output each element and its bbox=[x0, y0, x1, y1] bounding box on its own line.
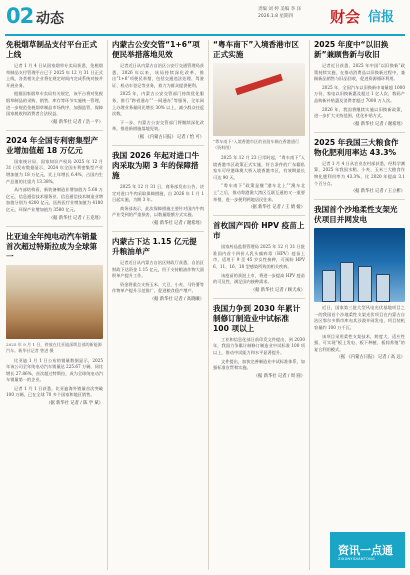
article-body: 2026 年，我国将继续实施以旧换新政策，进一步扩大支持范围，优化补贴方式。 bbox=[314, 106, 405, 119]
article-separator bbox=[112, 231, 204, 232]
headline: 我国力争到 2030 年累计制修订制造业中试标准 100 项以上 bbox=[213, 303, 301, 333]
column-1 bbox=[6, 40, 103, 570]
info-box-title: 资讯一点通 bbox=[338, 544, 393, 557]
byline: （据 新华社 记者 / 高晓曦） bbox=[149, 296, 204, 302]
article-body: 2025 年 12 月 23 日零时起，“粤车南下”入境香港市区政策正式实施，符合条件的广东籍私家车可经港珠澳大桥入境香港市区，有效期最长可达 90 天。 bbox=[213, 155, 305, 180]
photo-caption: “粤车南下”入境香港市区的首批车辆在香港通行（资料图） bbox=[213, 139, 300, 150]
column-4 bbox=[314, 40, 405, 528]
headline: 免税烟草制品支付平台正式上线 bbox=[6, 40, 98, 59]
article-separator bbox=[213, 215, 305, 216]
headline: 内蒙古公安交管“1+6”项便民举措落地见效 bbox=[112, 40, 200, 59]
masthead-logo-secondary: 信报 bbox=[368, 10, 395, 25]
article-body: 国家统计局、国家知识产权局 2025 年 12 月 31 日发布数据显示，2024 年全国专利密集型产业增加值为 18 万亿元，比上年增长 6.4%，占国内生产总值的比重为 13.38%。 bbox=[6, 158, 103, 184]
article-body: 近日，国家第三批大型风电光伏基地项目之一的我国首个沙地柔性支架光伏项目在内蒙古自治区鄂尔多斯市库布其沙漠并网发电，项目装机容量约 100 万千瓦。 bbox=[314, 305, 405, 330]
byline: （据 新华社 记者 / 浩一平） bbox=[48, 119, 103, 125]
article-separator bbox=[213, 298, 305, 299]
byline: （据 新华社 记者 / 谢希瑶） bbox=[149, 220, 204, 226]
header-rule bbox=[5, 34, 405, 36]
header-meta bbox=[258, 6, 328, 20]
article-body: 资金将重点支持玉米、大豆、小麦、马铃薯等作物单产提升示范推广，促进粮食稳产增产。 bbox=[112, 281, 204, 294]
article-body: 根据国家烟草专卖局有关规定，该平台将对免税烟草制品的采购、销售、库存等环节实施统一管理，进一步规范免税烟草制品市场秩序，加强监管，保障国家税收和消费者合法权益。 bbox=[6, 91, 103, 117]
byline: （据 新华社 记者 / 王立彬） bbox=[350, 189, 405, 195]
column-divider bbox=[309, 40, 310, 570]
column-3 bbox=[213, 40, 305, 570]
byline: （据 《内蒙古日报》 记者 / 高 远） bbox=[336, 355, 405, 361]
headline: 2025 年度中“以旧换新”兼顾售新与收旧 bbox=[314, 40, 389, 59]
masthead-logo: 财会 bbox=[330, 8, 361, 26]
header-meta-line: 责编 刘 婷 美编 李 泽 bbox=[258, 7, 302, 12]
article-body: 记者 1 月 1 日获悉，比亚迪海外销量首次突破 100 万辆，已在全球 70 多个国家和地区销售。 bbox=[6, 385, 103, 398]
news-photo bbox=[213, 63, 305, 136]
article-body: 2025 年，内蒙古公安交管部门持续优化服务，推行“跨省通办”“一网通办”等服务，全年网上办理业务量同比增长 30% 以上，减少群众往返次数。 bbox=[112, 91, 204, 117]
photo-banner-shape bbox=[235, 74, 283, 95]
article-body: 比亚迪 1 月 1 日公布的销量数据显示，2025 年该公司全年纯电动汽车销量达 225.67 万辆，同比增长 27.86%，首次超过特斯拉，成为全球纯电动汽车销量第一的企业。 bbox=[6, 357, 103, 383]
page-header bbox=[0, 0, 410, 34]
page-number: 02 bbox=[6, 4, 34, 28]
news-photo bbox=[6, 265, 103, 339]
column-2 bbox=[112, 40, 204, 570]
article-body: 记者 1 月 4 日从国家烟草专卖局获悉，免税烟草制品支付管理平台已于 2025 年 12 月 31 日正式上线，各类相关企业将在规定时间内完成系统对接并开展业务。 bbox=[6, 63, 103, 88]
byline: （据 新华社 记者 / 陈 学 斌） bbox=[46, 401, 103, 407]
headline: 内蒙古下达 1.15 亿元提升粮油单产 bbox=[112, 236, 197, 256]
photo-structure-shape bbox=[358, 266, 372, 302]
article-body: “粤车南下”政策是继“港车北上”“澳车北上”之后，推动粤港澳大湾区互联互通的又一重要举措，进一步便利两地居民往来。 bbox=[213, 183, 305, 202]
photo-structure-shape bbox=[376, 274, 390, 302]
column-divider bbox=[107, 40, 108, 570]
news-photo bbox=[314, 228, 405, 302]
headline: 我国 2026 年起对进口牛肉采取为期 3 年的保障措施 bbox=[112, 150, 200, 180]
article-separator bbox=[6, 226, 103, 227]
article-separator bbox=[314, 132, 405, 133]
photo-caption: 2025 年 9 月 1 日，停放在比亚迪深圳总部的新能源汽车。新华社记者 曾进 摄 bbox=[6, 341, 102, 353]
byline: （据 新华社 记者 / 王 婧 媛） bbox=[248, 205, 305, 211]
article-body: 该项目采用柔性支架技术，跨度大、适应性强，可实现“板上发电、板下种植、板间养殖”的复合利用模式。 bbox=[314, 333, 405, 352]
column-divider bbox=[208, 40, 209, 570]
article-body: 该疫苗的获批上市，将进一步提高 HPV 疫苗的可及性，满足国内接种需求。 bbox=[213, 272, 305, 285]
byline: （据 新华社 记者 / 顾天成） bbox=[250, 287, 305, 293]
info-box-subtitle: ZIXUNYIDIANTONG bbox=[338, 557, 376, 561]
article-body: 工业和信息化部日前印发文件提出，到 2030 年，我国力争累计制修订制造业中试标准 100 项以上，推动中试能力和水平显著提升。 bbox=[213, 336, 305, 355]
byline: （据 新华社 记者 / 王克瑶） bbox=[48, 215, 103, 221]
info-corner-box bbox=[330, 532, 405, 568]
article-body: 记者近日从内蒙古自治区公安厅交通管理局获悉，2026 年以来，该局持续深化改革，推出“1+6”项便民举措，包括交通违法处理、驾驶证、机动车登记等业务，着力为群众提供便利。 bbox=[112, 63, 204, 88]
article-body: 2025 年，全国汽车以旧换新申请量超 1000 万份，家电以旧换新惠及超过 1 亿人次，数码产品购新补贴惠及消费者超过 7000 万人次。 bbox=[314, 84, 405, 103]
byline: （据 《内蒙古日报》 记者 / 怡 可） bbox=[135, 134, 204, 140]
headline: 首枚国产四价 HPV 疫苗上市 bbox=[213, 221, 305, 241]
article-separator bbox=[112, 145, 204, 146]
article-body: 记者近日获悉，2025 年中国“以旧换新”政策持续实施，在推动消费品以旧换新过程中，兼顾新品销售与旧品回收，促进资源循环利用。 bbox=[314, 63, 405, 82]
article-body: 文件提出，加快完善制造业中试标准体系，加强标准宣贯和实施。 bbox=[213, 358, 305, 371]
header-meta-line: 2026.1.8 星期四 bbox=[258, 14, 293, 19]
headline: 2025 年我国三大粮食作物化肥利用率达 43.3% bbox=[314, 137, 399, 157]
headline: “粤车南下”入境香港市区正式实施 bbox=[213, 40, 299, 59]
article-body: 从内部结构看，新装备制造业增加值为 5.68 万亿元，信息通信技术服务业、信息通信技术制造业增加值分别为 4200 亿元，医药医疗业增加值为 4180 亿元，环保产业增加值为 3580 亿元。 bbox=[6, 187, 103, 212]
headline: 我国首个沙地柔性支架光伏项目并网发电 bbox=[314, 205, 398, 225]
section-title: 动态 bbox=[36, 11, 64, 27]
article-body: 下一步，内蒙古公安交管部门将继续深化改革，推进新措施落地见效。 bbox=[112, 119, 204, 132]
photo-structure-shape bbox=[322, 270, 336, 302]
article-body: 2025 年 12 月 31 日，商务部发布公告，决定对进口牛肉采取保障措施，自 2026 年 1 月 1 日起实施，为期 3 年。 bbox=[112, 183, 204, 203]
article-body: 商务部表示，此次保障措施主要针对国内牛肉产业受到的严重损害，以数量限额方式实施。 bbox=[112, 205, 204, 218]
article-separator bbox=[6, 130, 103, 131]
article-separator bbox=[314, 199, 405, 200]
headline: 比亚迪全年纯电动汽车销量首次超过特斯拉成为全球第一 bbox=[6, 231, 98, 261]
headline: 2024 年全国专利密集型产业增加值超 18 万亿元 bbox=[6, 135, 99, 155]
article-body: 记者近日从内蒙古自治区财政厅获悉，自治区财政下达资金 1.15 亿元，用于支持粮油作物大面积单产提升工作。 bbox=[112, 259, 204, 279]
photo-structure-shape bbox=[340, 262, 354, 302]
article-body: 记者 1 月 4 日从农业农村部获悉，经科学测算，2025 年我国水稻、小麦、玉米三大粮食作物化肥利用率为 43.3%，比 2020 年提高 3.1 个百分点。 bbox=[314, 160, 405, 186]
byline: （据 新华社 记者 / 谢希瑶） bbox=[350, 121, 405, 127]
article-body: 国家药品监督管理局 2025 年 12 月 31 日批准国内首个四价人乳头瘤病毒（HPV）疫苗上市，适用于 9 至 45 岁女性接种，可预防 HPV 6、11、16、18 型感染所致的相关疾病。 bbox=[213, 244, 305, 269]
byline: （据 新华社 记者 / 周 圆） bbox=[253, 373, 305, 379]
